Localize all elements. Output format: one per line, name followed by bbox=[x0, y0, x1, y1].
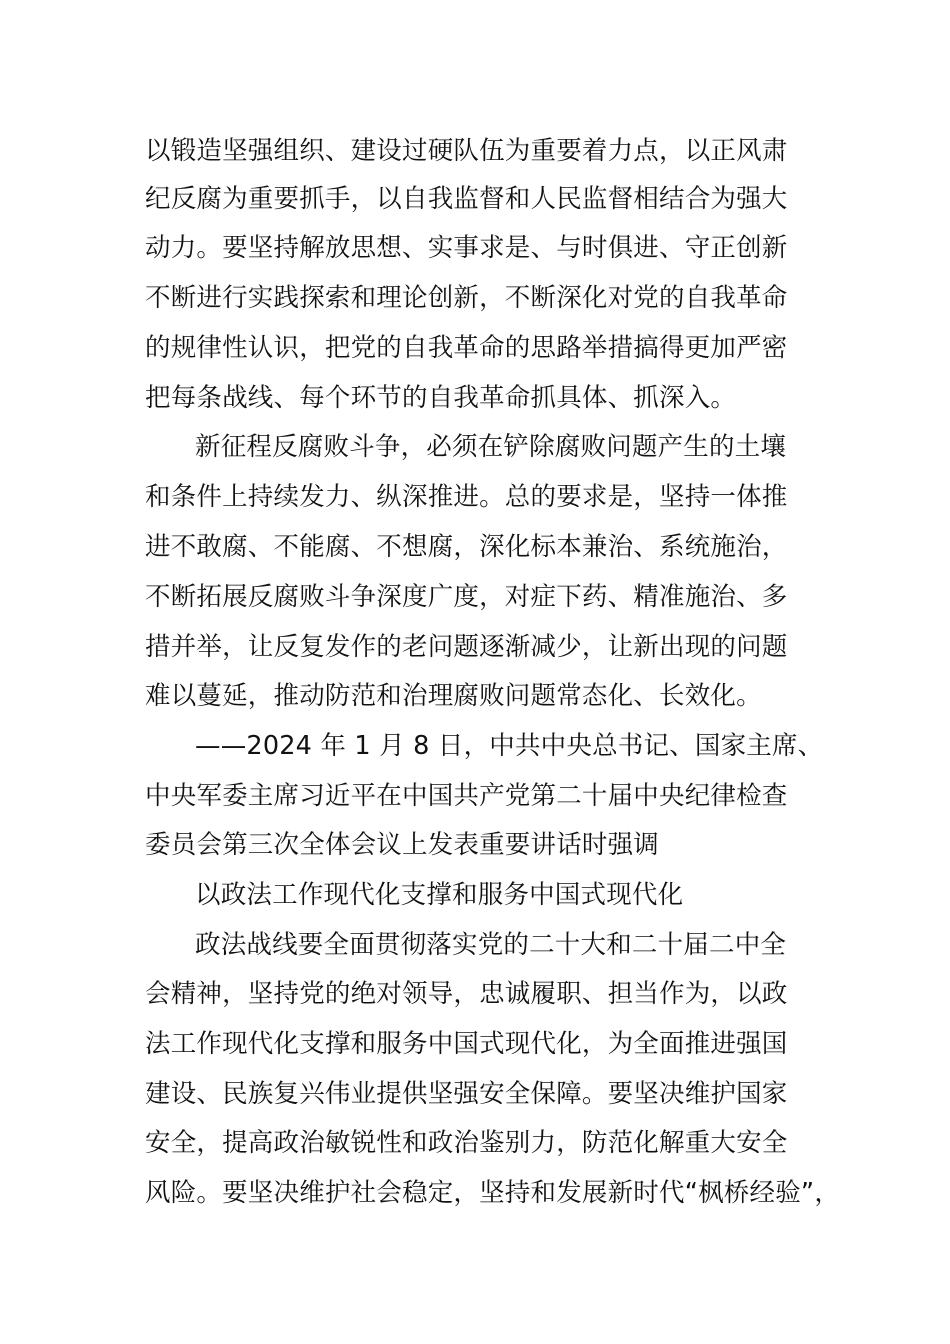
text-line: 和条件上持续发力、纵深推进。总的要求是，坚持一体推 bbox=[145, 482, 788, 512]
text-line: 动力。要坚持解放思想、实事求是、与时俱进、守正创新 bbox=[145, 233, 788, 263]
text-line: 风险。要坚决维护社会稳定，坚持和发展新时代“枫桥经验”， bbox=[145, 1178, 841, 1208]
attribution-line: ——2024 年 1 月 8 日，中共中央总书记、国家主席、 bbox=[195, 731, 824, 761]
paragraph-start-line: 政法战线要全面贯彻落实党的二十大和二十届二中全 bbox=[195, 930, 787, 960]
text-line: 会精神，坚持党的绝对领导，忠诚履职、担当作为，以政 bbox=[145, 979, 788, 1009]
section-heading: 以政法工作现代化支撑和服务中国式现代化 bbox=[195, 880, 684, 910]
text-line: 难以蔓延，推动防范和治理腐败问题常态化、长效化。 bbox=[145, 681, 762, 711]
text-line: 把每条战线、每个环节的自我革命抓具体、抓深入。 bbox=[145, 383, 737, 413]
text-line: 建设、民族复兴伟业提供坚强安全保障。要坚决维护国家 bbox=[145, 1079, 788, 1109]
text-line: 中央军委主席习近平在中国共产党第二十届中央纪律检查 bbox=[145, 781, 788, 811]
text-line: 安全，提高政治敏锐性和政治鉴别力，防范化解重大安全 bbox=[145, 1128, 788, 1158]
text-line: 委员会第三次全体会议上发表重要讲话时强调 bbox=[145, 830, 660, 860]
text-line: 的规律性认识，把党的自我革命的思路举措搞得更加严密 bbox=[145, 333, 788, 363]
text-line: 不断进行实践探索和理论创新，不断深化对党的自我革命 bbox=[145, 283, 788, 313]
paragraph-start-line: 新征程反腐败斗争，必须在铲除腐败问题产生的土壤 bbox=[195, 432, 787, 462]
text-line: 措并举，让反复发作的老问题逐渐减少，让新出现的问题 bbox=[145, 632, 788, 662]
text-line: 法工作现代化支撑和服务中国式现代化，为全面推进强国 bbox=[145, 1029, 788, 1059]
text-line: 进不敢腐、不能腐、不想腐，深化标本兼治、系统施治， bbox=[145, 532, 788, 562]
text-line: 纪反腐为重要抓手，以自我监督和人民监督相结合为强大 bbox=[145, 184, 788, 214]
text-line: 以锻造坚强组织、建设过硬队伍为重要着力点，以正风肃 bbox=[145, 136, 788, 166]
text-line: 不断拓展反腐败斗争深度广度，对症下药、精准施治、多 bbox=[145, 582, 788, 612]
